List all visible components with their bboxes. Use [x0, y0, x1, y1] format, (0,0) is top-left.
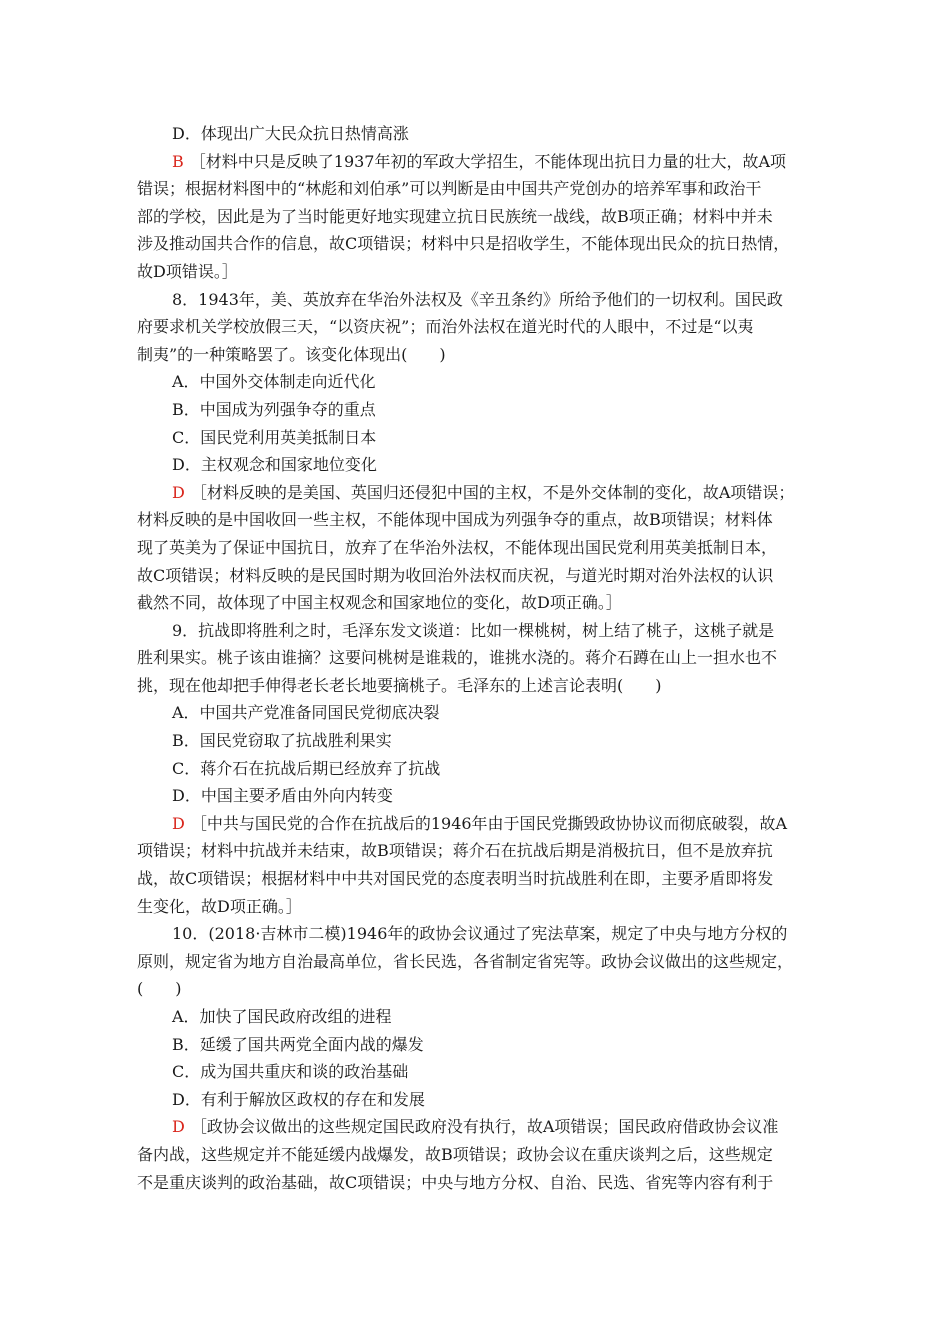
- q8-option-b: B．中国成为列强争夺的重点: [172, 399, 376, 419]
- q8-answer-letter: D: [172, 482, 185, 502]
- q8-explanation-line: 截然不同，故体现了中国主权观念和国家地位的变化，故D项正确。］: [137, 593, 622, 613]
- q10-option-c: C．成为国共重庆和谈的政治基础: [172, 1062, 409, 1082]
- q10-stem-line: 原则，规定省为地方自治最高单位，省长民选，各省制定省宪等。政协会议做出的这些规定，: [137, 951, 794, 971]
- q9-explanation-line: D ［中共与国民党的合作在抗战后的1946年由于国民党撕毁政协协议而彻底破裂，故A: [172, 813, 788, 833]
- q9-explanation-line: 生变化，故D项正确。］: [137, 896, 302, 916]
- q10-option-b: B．延缓了国共两党全面内战的爆发: [172, 1034, 424, 1054]
- q7-explanation-line: 涉及推动国共合作的信息，故C项错误；材料中只是招收学生，不能体现出民众的抗日热情，: [137, 234, 790, 254]
- q9-answer-letter: D: [172, 813, 185, 833]
- q8-explanation-line: 故C项错误；材料反映的是民国时期为收回治外法权而庆祝，与道光时期对治外法权的认识: [137, 565, 774, 585]
- q10-stem-line: 10．(2018·吉林市二模)1946年的政协会议通过了宪法草案，规定了中央与地方分权的: [172, 924, 788, 944]
- q7-answer-letter: B: [172, 151, 184, 171]
- q7-option-d: D．体现出广大民众抗日热情高涨: [172, 124, 409, 143]
- q10-option-d: D．有利于解放区政权的存在和发展: [172, 1089, 425, 1109]
- q8-explanation-line: D ［材料反映的是美国、英国归还侵犯中国的主权，不是外交体制的变化，故A项错误；: [172, 482, 795, 502]
- q9-option-a: A．中国共产党准备同国民党彻底决裂: [172, 703, 440, 723]
- q8-explanation-line: 现了英美为了保证中国抗日，放弃了在华治外法权，不能体现出国民党利用英美抵制日本，: [137, 537, 778, 557]
- q8-option-d: D．主权观念和国家地位变化: [172, 455, 377, 475]
- q10-explanation-line: 不是重庆谈判的政治基础，故C项错误；中央与地方分权、自治、民选、省宪等内容有利于: [137, 1172, 774, 1192]
- q8-stem-line: 制夷”的一种策略罢了。该变化体现出( ): [137, 344, 446, 364]
- q9-option-c: C．蒋介石在抗战后期已经放弃了抗战: [172, 758, 441, 778]
- q7-explanation-line: 故D项错误。］: [137, 261, 238, 281]
- q10-option-a: A．加快了国民政府改组的进程: [172, 1007, 392, 1026]
- q8-explanation-line: 材料反映的是中国收回一些主权，不能体现中国成为列强争夺的重点，故B项错误；材料体: [137, 510, 773, 530]
- q10-explanation-line: D ［政协会议做出的这些规定国民政府没有执行，故A项错误；国民政府借政协会议准: [172, 1117, 779, 1137]
- q9-stem-line: 9．抗战即将胜利之时，毛泽东发文谈道：比如一棵桃树，树上结了桃子，这桃子就是: [172, 620, 775, 640]
- q9-stem-line: 胜利果实。桃子该由谁摘？这要问桃树是谁栽的，谁挑水浇的。蒋介石蹲在山上一担水也不: [137, 648, 778, 668]
- q10-answer-letter: D: [172, 1117, 185, 1137]
- q8-option-a: A．中国外交体制走向近代化: [172, 372, 376, 392]
- q7-explanation-line: 部的学校，因此是为了当时能更好地实现建立抗日民族统一战线，故B项正确；材料中并未: [137, 206, 773, 226]
- q9-explanation-line: 项错误；材料中抗战并未结束，故B项错误；蒋介石在抗战后期是消极抗日，但不是放弃抗: [137, 841, 773, 861]
- q8-option-c: C．国民党利用英美抵制日本: [172, 427, 377, 447]
- q9-option-d: D．中国主要矛盾由外向内转变: [172, 786, 393, 806]
- q7-explanation-line: B ［材料中只是反映了1937年初的军政大学招生，不能体现出抗日力量的壮大，故A项: [172, 151, 787, 171]
- q8-stem-line: 8．1943年，美、英放弃在华治外法权及《辛丑条约》所给予他们的一切权利。国民政: [172, 289, 783, 309]
- document-body: [137, 120, 819, 1196]
- q10-stem-line: ( ): [137, 979, 182, 999]
- q7-explanation-line: 错误；根据材料图中的“林彪和刘伯承”可以判断是由中国共产党创办的培养军事和政治干: [137, 179, 762, 199]
- q10-explanation-line: 备内战，这些规定并不能延缓内战爆发，故B项错误；政协会议在重庆谈判之后，这些规定: [137, 1144, 773, 1164]
- q9-stem-line: 挑，现在他却把手伸得老长老长地要摘桃子。毛泽东的上述言论表明( ): [137, 675, 662, 695]
- q9-option-b: B．国民党窃取了抗战胜利果实: [172, 731, 392, 751]
- q8-stem-line: 府要求机关学校放假三天，“以资庆祝”；而治外法权在道光时代的人眼中，不过是“以夷: [137, 317, 754, 337]
- q9-explanation-line: 战，故C项错误；根据材料中中共对国民党的态度表明当时抗战胜利在即，主要矛盾即将发: [137, 869, 774, 889]
